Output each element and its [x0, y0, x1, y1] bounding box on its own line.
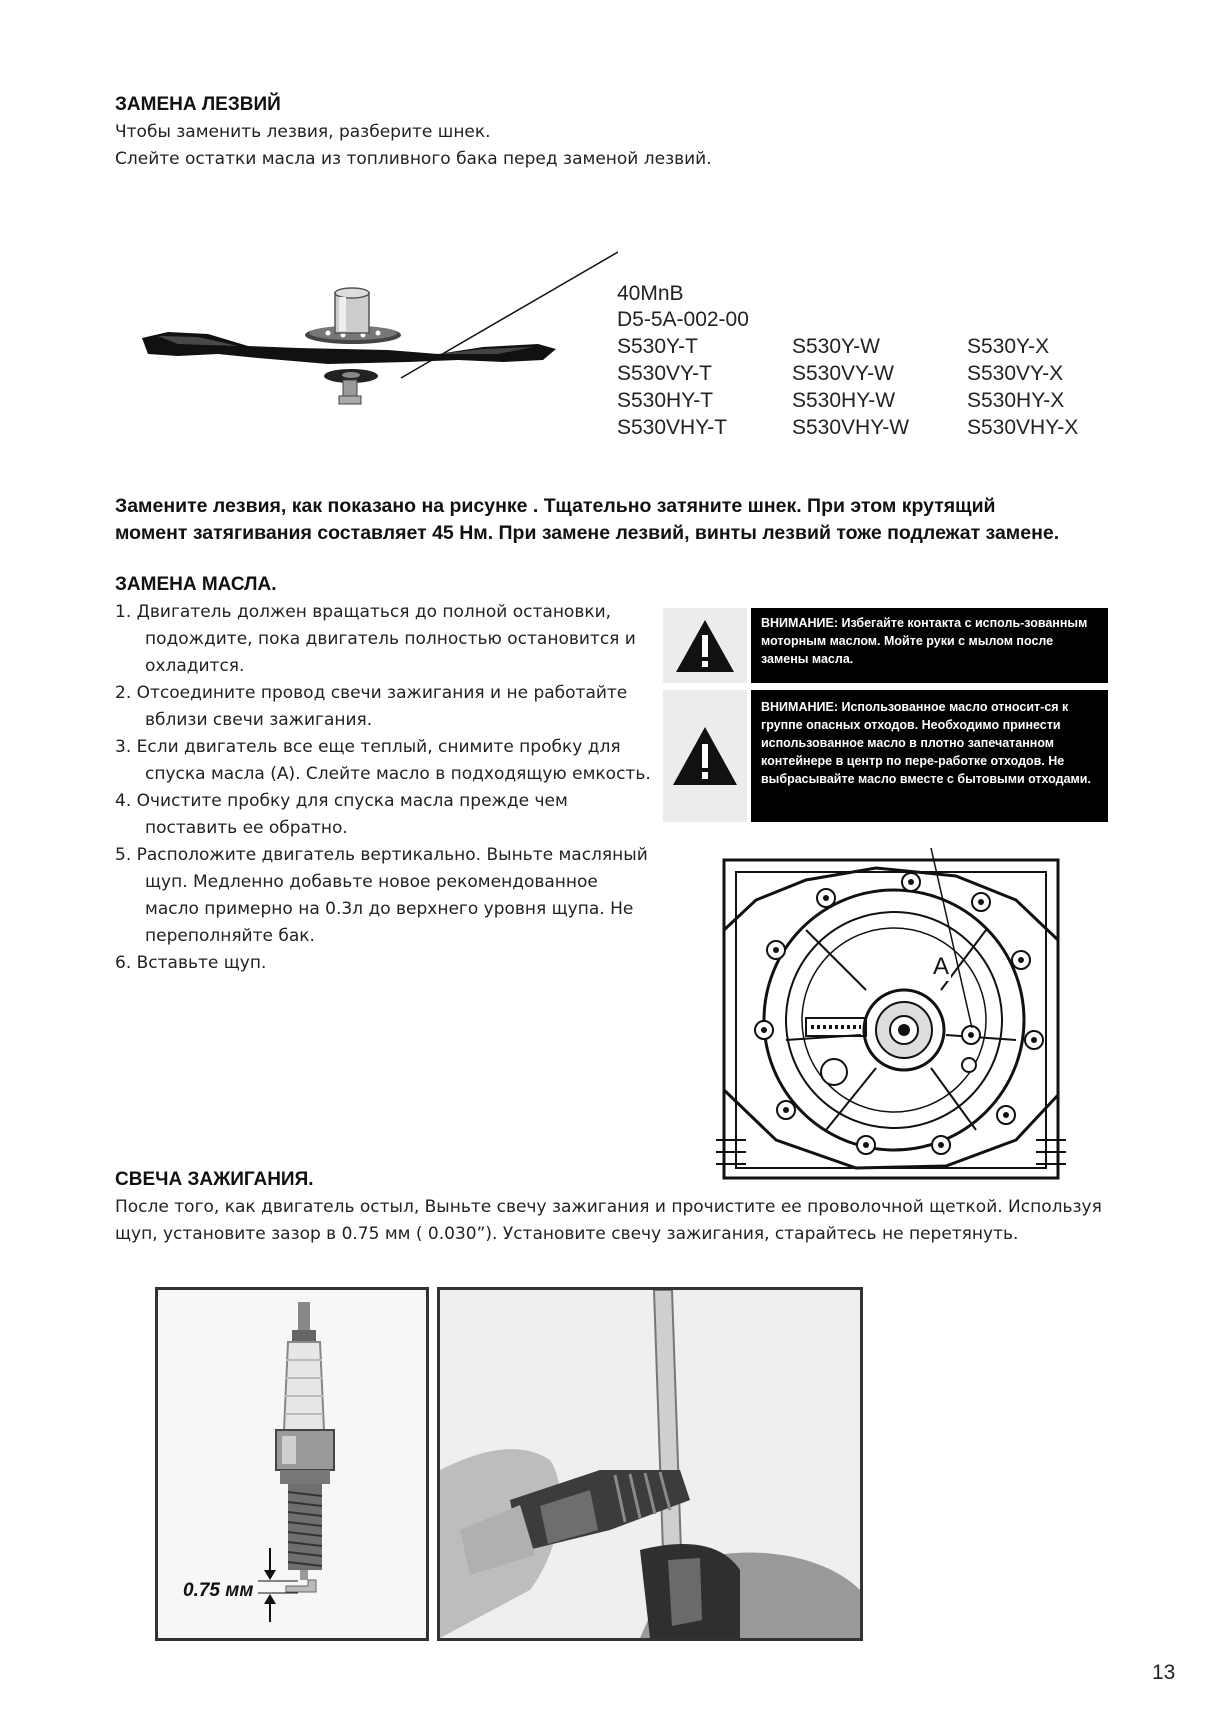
- blade-material: 40MnB: [617, 282, 684, 305]
- spark-instructions: После того, как двигатель остыл, Выньте свечу зажигания и прочистите ее проволочной щеткой. Используя щуп, установите зазор в 0.75 мм ( 0.030”). Установите свечу зажигания, старайтесь не перетянуть.: [115, 1197, 1102, 1244]
- model-list-col3: [967, 333, 1078, 441]
- warning-icon-1: [663, 608, 747, 683]
- list-item: 1. Двигатель должен вращаться до полной остановки, подождите, пока двигатель полностью остановится и охладится.: [115, 602, 636, 676]
- model-item: S530Y-X: [967, 335, 1050, 358]
- model-item: S530HY-T: [617, 389, 714, 412]
- model-list-col2: [792, 333, 909, 441]
- warning-icon-2: [663, 690, 747, 822]
- model-item: S530VY-W: [792, 362, 894, 385]
- section-title-oil: ЗАМЕНА МАСЛА.: [115, 574, 277, 595]
- list-item: 5. Расположите двигатель вертикально. Выньте масляный щуп. Медленно добавьте новое рекомендованное масло примерно на 0.3л до верхнего уровня щупа. Не переполняйте бак.: [115, 845, 648, 946]
- blade-illustration: [138, 250, 618, 450]
- blades-note-line1: Замените лезвия, как показано на рисунке . Тщательно затяните шнек. При этом крутящий: [115, 495, 996, 517]
- warning-box-1: ВНИМАНИЕ: Избегайте контакта с исполь-зованным моторным маслом. Мойте руки с мылом после замены масла.: [751, 608, 1108, 683]
- list-item: 6. Вставьте щуп.: [115, 953, 267, 973]
- engine-diagram: [716, 840, 1066, 1185]
- gap-label: 0.75 мм: [183, 1580, 254, 1601]
- list-item: 3. Если двигатель все еще теплый, снимите пробку для спуска масла (А). Слейте масло в подходящую емкость.: [115, 737, 651, 784]
- model-item: S530HY-X: [967, 389, 1065, 412]
- oil-steps-list: [115, 599, 655, 977]
- section-title-blades: ЗАМЕНА ЛЕЗВИЙ: [115, 94, 281, 115]
- model-item: S530VY-T: [617, 362, 712, 385]
- page-number: 13: [1152, 1661, 1176, 1684]
- gap-measure-photo: [437, 1287, 863, 1641]
- model-list-col1: [617, 333, 727, 441]
- model-item: S530HY-W: [792, 389, 896, 412]
- blades-intro-line1: Чтобы заменить лезвия, разберите шнек.: [115, 122, 491, 142]
- warning-box-2: ВНИМАНИЕ: Использованное масло относит-ся к группе опасных отходов. Необходимо принести использованное масло в плотно запечатанном контейнере в центр по пере-работке отходов. Не выбрасывайте масло вместе с бытовыми отходами.: [751, 690, 1108, 822]
- blades-note-line2: момент затягивания составляет 45 Нм. При замене лезвий, винты лезвий тоже подлежат замене.: [115, 522, 1060, 544]
- model-item: S530VY-X: [967, 362, 1064, 385]
- blade-part-number: D5-5A-002-00: [617, 308, 749, 331]
- drain-plug-label: A: [933, 953, 950, 980]
- model-item: S530Y-T: [617, 335, 698, 358]
- model-item: S530VHY-T: [617, 416, 728, 439]
- list-item: 4. Очистите пробку для спуска масла прежде чем поставить ее обратно.: [115, 791, 568, 838]
- model-item: S530VHY-W: [792, 416, 910, 439]
- list-item: 2. Отсоедините провод свечи зажигания и не работайте вблизи свечи зажигания.: [115, 683, 628, 730]
- section-title-spark: СВЕЧА ЗАЖИГАНИЯ.: [115, 1169, 314, 1190]
- model-item: S530Y-W: [792, 335, 880, 358]
- model-item: S530VHY-X: [967, 416, 1079, 439]
- blades-intro-line2: Слейте остатки масла из топливного бака перед заменой лезвий.: [115, 149, 712, 169]
